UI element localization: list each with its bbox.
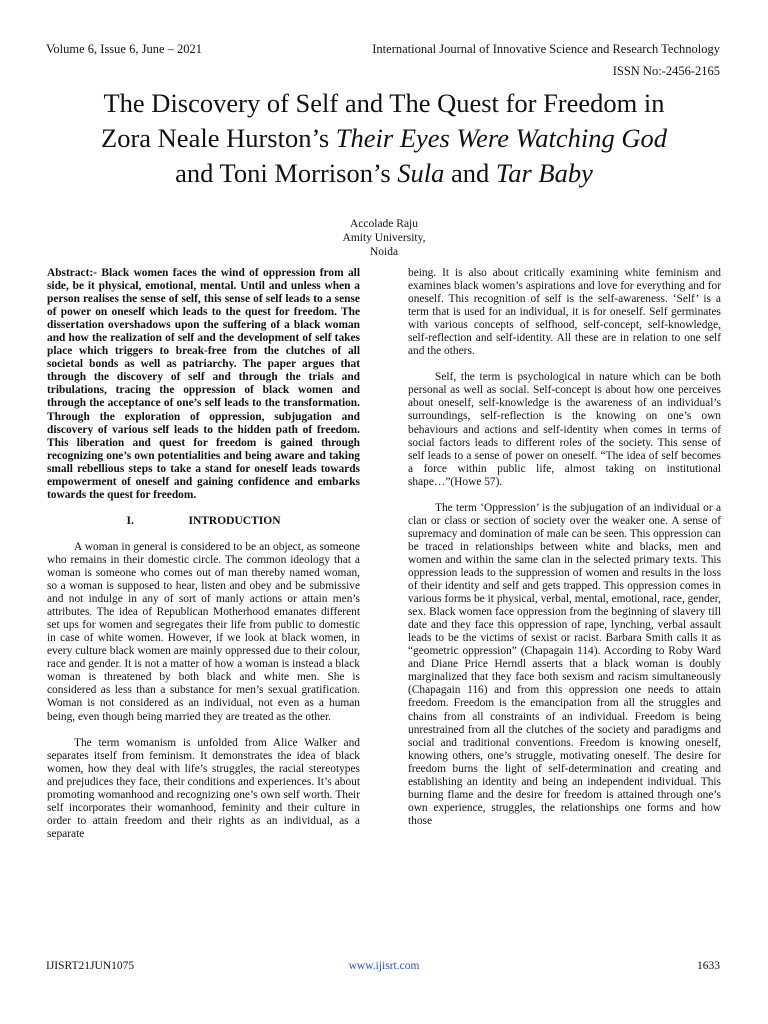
title-line-3-b: and [444,158,496,188]
section-number: I. [126,514,134,527]
title-line-3 [30,156,738,191]
section-title: INTRODUCTION [188,514,281,527]
paragraph: Self, the term is psychological in nature which can be both personal as well as social. Self-concept is about how one perceives about oneself, self-knowledge is the awareness of an individual’s surroundings, self-reflection is the knowing on one’s own behaviours and actions and self-identity when comes in terms of social factors leads to different roles of the society. This sense of self leads to a sense of power on oneself. “The idea of self becomes a force within public life, almost taking on institutional shape…”(Howe 57). [408,371,721,488]
paper-id: IJISRT21JUN1075 [46,960,135,972]
paragraph: The term womanism is unfolded from Alice Walker and separates itself from feminism. It demonstrates the idea of black women, how they deal with life’s struggles, the racial stereotypes and prejudices they face, their conditions and experiences. It’s about promoting womanhood and recognizing one’s own self worth. Their self incorporates their womanhood, feminity and their culture in order to attain freedom and their rights as an individual, as a separate [47,736,360,840]
paper-title [30,86,738,191]
paragraph: The term ‘Oppression’ is the subjugation of an individual or a clan or class or section of society over the weaker one. A sense of supremacy and domination of male can be seen. This oppression can be traced in relationships between white and blacks, men and women and within the same clan in the selected primary texts. This oppression leads to the suppression of women and results in the loss of their identity and self and gets trapped. This oppression comes in various forms be it physical, verbal, mental, emotional, race, gender, sex. Black women face oppression from the beginning of slavery till date and they face this oppression of rape, lynching, verbal assault leads to be the victims of sexist or racist. Barbara Smith calls it as “geometric oppression” (Chapagain 114). According to Roby Ward and Diane Price Herndl asserts that a black woman is doubly marginalized that they face both sexism and racism simultaneously (Chapagain 116) and from this oppression one needs to attain freedom. Freedom is the emancipation from all the struggles and chains from all constraints of an individual. Freedom is being unrestrained from all the clutches of the society and paradigms and social and traditional conventions. Freedom is knowing oneself, knowing others, one’s struggle, motivating oneself. The desire for freedom burns the light of self-determination and creating and establishing an identity and being an independent individual. This burning flame and the desire for freedom is attained through one’s own experience, struggles, the relationships one forms and how those [408,501,721,827]
title-line-1: The Discovery of Self and The Quest for Freedom in [103,88,665,118]
title-line-3-a: and Toni Morrison’s [175,158,398,188]
title-line-2-italic: Their Eyes Were Watching God [335,123,667,153]
title-line-3-italic-1: Sula [397,158,445,188]
title-line-2-plain: Zora Neale Hurston’s [101,123,336,153]
journal-url-link[interactable]: www.ijisrt.com [348,960,420,972]
title-line-2 [30,121,738,156]
author-affiliation: Amity University, [342,232,426,244]
left-column [47,267,360,841]
author-name: Accolade Raju [349,218,418,230]
section-heading [47,515,360,528]
right-column [408,267,721,828]
paragraph: being. It is also about critically examining white feminism and examines black women’s aspirations and love for everything and for oneself. This recognition of self is the self-awareness. ‘Self’ is a term that is used for an individual, it is for oneself. Self germinates with various concepts of selfhood, self-concept, self-knowledge, self-reflection and self-identity. All these are in relation to one self and the others. [408,267,721,358]
title-line-3-italic-2: Tar Baby [495,158,593,188]
author-block [0,217,768,259]
author-city: Noida [369,246,399,258]
paragraph: A woman in general is considered to be an object, as someone who remains in their domestic circle. The common ideology that a woman is someone who comes out of man thereby named woman, so a woman is supposed to hear, listen and obey and be submissive and not indulge in any of sort of manly actions or attain men’s attributes. The idea of Republican Motherhood emanates different set ups for women and segregates their life from public to domestic in case of white women. However, if we look at black women, in every culture black women are mainly oppressed due to their colour, race and gender. It is not a matter of how a woman is instead a black woman is threatened by both black and white men. She is considered as less than a substance for men’s sexual gratification. Woman is not considered as an individual, not even as a human being, even though being married they are treated as the other. [47,540,360,723]
journal-name: International Journal of Innovative Science and Research Technology [372,42,720,56]
issn: ISSN No:-2456-2165 [612,64,720,78]
page-number: 1633 [697,960,720,972]
abstract: Abstract:- Black women faces the wind of oppression from all side, be it physical, emotional, mental. Until and unless when a person realises the sense of self, this sense of self leads to a sense of power on oneself which leads to the quest for freedom. The dissertation overshadows upon the suffering of a black woman and how the realization of self and the development of self takes place which triggers to break-free from the clutches of all societal bonds as well as patriarchy. The paper argues that through the discovery of self and through the trials and tribulations, tracing the oppression of black women and through the acceptance of one’s self leads to the transformation. Through the exploration of oppression, subjugation and discovery of various self leads to the hidden path of freedom. This liberation and quest for freedom is gained through recognizing one’s own potentialities and being aware and taking small rebellious steps to take a stand for oneself leads towards empowerment of oneself and gaining confidence and embarks towards the quest for freedom. [47,267,360,501]
volume-info: Volume 6, Issue 6, June – 2021 [46,42,203,56]
